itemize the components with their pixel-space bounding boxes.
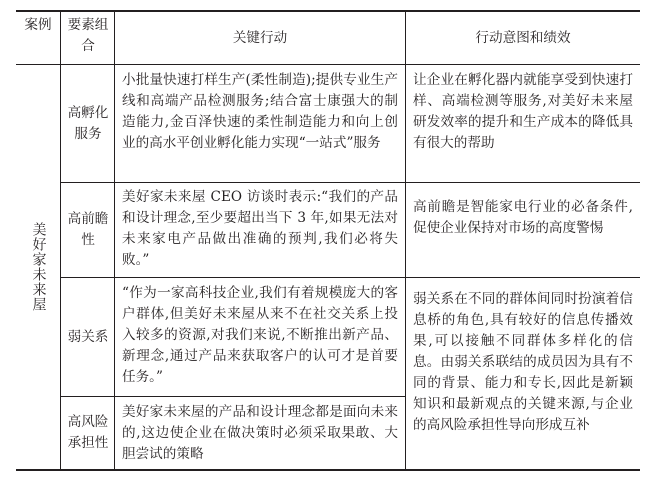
action-text: 美好家未来屋 CEO 访谈时表示:“我们的产品和设计理念,至少要超出当下 3 年,如果无法对未来家电产品做出准确的预判,我们必将失败。” [122,189,398,268]
case-name-text: 美好家未来屋 [30,222,47,312]
table-bottom-rule [16,469,640,471]
element-label: 弱关系 [67,328,109,345]
column-divider [405,10,406,471]
header-intent: 行动意图和绩效 [475,29,571,46]
case-name [16,65,60,469]
header-case: 案例 [24,17,52,33]
element-label: 高风险承担性 [67,414,109,451]
intent-text: 让企业在孵化器内就能享受到快速打样、高端检测等服务,对美好未来屋研发效率的提升和生产成本的降低具有很大的帮助 [413,72,633,151]
merged-intent-text: 弱关系在不同的群体间同时扮演着信息桥的角色,具有较好的信息传播效果,可以接触不同群体多样化的信息。由弱关系联结的成员因为具有不同的背景、能力和专长,因此是新颖知识和最新观点的关键来源,与企业的高风险承担性导向形成互补 [413,291,633,433]
header-actions: 关键行动 [232,29,288,46]
row-divider [60,277,640,278]
element-label: 高前瞻性 [67,211,109,248]
header-elements: 要素组合 [67,17,109,54]
action-text: 小批量快速打样生产(柔性制造);提供专业生产线和高端产品检测服务;结合富士康强大的制造能力,金百泽快速的柔性制造能力和向上创业的高水平创业孵化能力实现“一站式”服务 [122,72,398,151]
row-divider [60,182,640,183]
column-divider [60,10,61,471]
intent-text: 高前瞻是智能家电行业的必备条件,促使企业保持对市场的高度警惕 [413,199,633,236]
row-divider [60,396,405,397]
action-text: “作为一家高科技企业,我们有着规模庞大的客户群体,但美好未来屋从来不在社交关系上投入较多的资源,对我们来说,不断推出新产品、新理念,通过产品来获取客户的认可才是首要任务。” [122,285,398,385]
column-divider [114,10,115,471]
element-label: 高孵化服务 [67,104,109,142]
action-text: 美好家未来屋的产品和设计理念都是面向未来的,这边使企业在做决策时必须采取果敢、大胆尝试的策略 [122,404,398,462]
